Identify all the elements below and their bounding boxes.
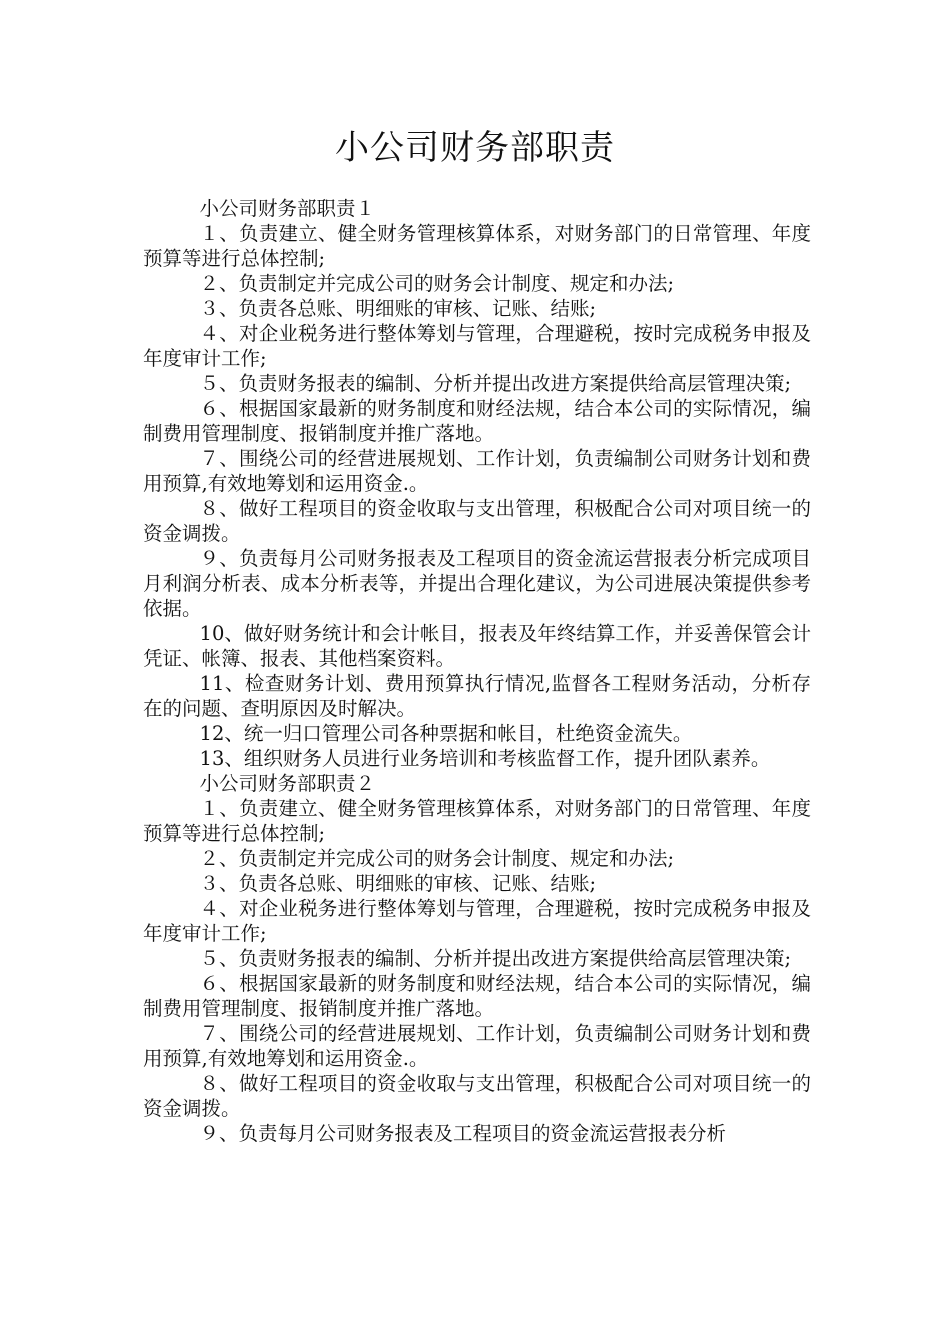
document-paragraph: ８、做好工程项目的资金收取与支出管理，积极配合公司对项目统一的资金调拨。 (143, 1072, 811, 1120)
document-paragraph: ５、负责财务报表的编制、分析并提出改进方案提供给高层管理决策; (199, 947, 792, 970)
document-paragraph: 小公司财务部职责２ (199, 772, 376, 795)
document-paragraph: ２、负责制定并完成公司的财务会计制度、规定和办法; (199, 272, 675, 295)
document-paragraph: ３、负责各总账、明细账的审核、记账、结账; (199, 872, 597, 895)
document-paragraph: 10、做好财务统计和会计帐目，报表及年终结算工作，并妥善保管会计凭证、帐簿、报表、其他档案资料。 (143, 622, 811, 670)
document-paragraph: 13、组织财务人员进行业务培训和考核监督工作，提升团队素养。 (199, 747, 771, 770)
document-paragraph: ９、负责每月公司财务报表及工程项目的资金流运营报表分析 (199, 1122, 727, 1145)
document-paragraph: 小公司财务部职责１ (199, 197, 376, 220)
document-paragraph: １、负责建立、健全财务管理核算体系，对财务部门的日常管理、年度预算等进行总体控制; (143, 797, 811, 845)
document-paragraph: ３、负责各总账、明细账的审核、记账、结账; (199, 297, 597, 320)
document-paragraph: 12、统一归口管理公司各种票据和帐目，杜绝资金流失。 (199, 722, 693, 745)
document-paragraph: 11、检查财务计划、费用预算执行情况,监督各工程财务活动，分析存在的问题、查明原因及时解决。 (143, 672, 811, 720)
page-title: 小公司财务部职责 (335, 128, 615, 168)
document-paragraph: ６、根据国家最新的财务制度和财经法规，结合本公司的实际情况，编制费用管理制度、报销制度并推广落地。 (143, 397, 811, 445)
document-paragraph: ７、围绕公司的经营进展规划、工作计划，负责编制公司财务计划和费用预算,有效地筹划和运用资金.。 (143, 447, 811, 495)
document-paragraph: ４、对企业税务进行整体筹划与管理，合理避税，按时完成税务申报及年度审计工作; (143, 897, 811, 945)
document-paragraph: ９、负责每月公司财务报表及工程项目的资金流运营报表分析完成项目月利润分析表、成本分析表等，并提出合理化建议，为公司进展决策提供参考依据。 (143, 547, 811, 620)
document-paragraph: ８、做好工程项目的资金收取与支出管理，积极配合公司对项目统一的资金调拨。 (143, 497, 811, 545)
document-paragraph: １、负责建立、健全财务管理核算体系，对财务部门的日常管理、年度预算等进行总体控制; (143, 222, 811, 270)
document-paragraph: ２、负责制定并完成公司的财务会计制度、规定和办法; (199, 847, 675, 870)
document-paragraph: ６、根据国家最新的财务制度和财经法规，结合本公司的实际情况，编制费用管理制度、报销制度并推广落地。 (143, 972, 811, 1020)
document-body (143, 196, 811, 1146)
document-paragraph: ５、负责财务报表的编制、分析并提出改进方案提供给高层管理决策; (199, 372, 792, 395)
document-paragraph: ７、围绕公司的经营进展规划、工作计划，负责编制公司财务计划和费用预算,有效地筹划和运用资金.。 (143, 1022, 811, 1070)
document-paragraph: ４、对企业税务进行整体筹划与管理，合理避税，按时完成税务申报及年度审计工作; (143, 322, 811, 370)
